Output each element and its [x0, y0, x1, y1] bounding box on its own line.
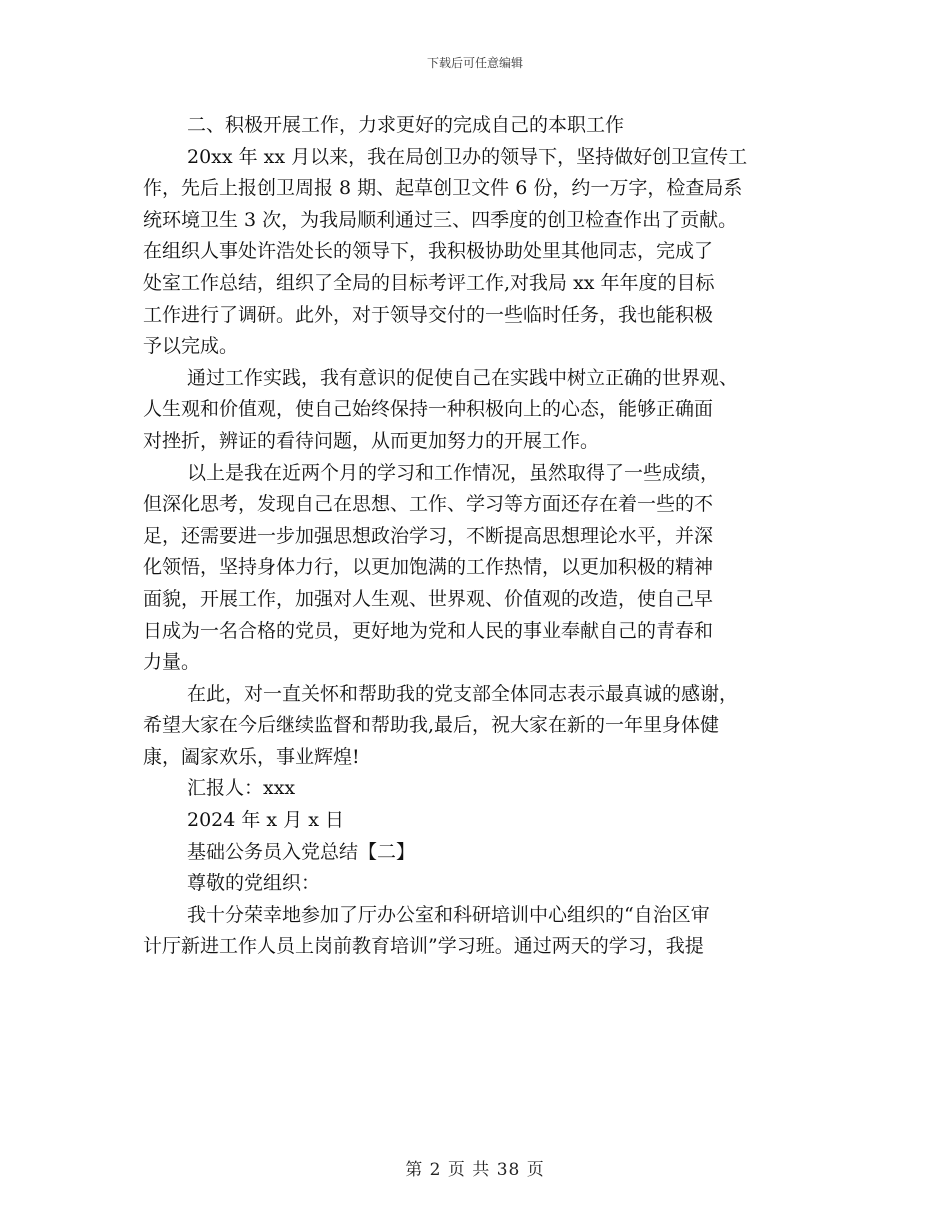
text-line: 20xx 年 xx 月以来，我在局创卫办的领导下，坚持做好创卫宣传工 [187, 145, 748, 168]
text-line: 以上是我在近两个月的学习和工作情况，虽然取得了一些成绩， [187, 461, 720, 484]
text-line: 计厅新进工作人员上岗前教育培训”学习班。通过两天的学习，我提 [143, 935, 704, 958]
text-line: 在此，对一直关怀和帮助我的党支部全体同志表示最真诚的感谢， [187, 682, 739, 705]
text-line: 对挫折，辨证的看待问题，从而更加努力的开展工作。 [143, 429, 600, 452]
text-line: 汇报人：xxx [187, 777, 296, 800]
text-line: 足，还需要进一步加强思想政治学习，不断提高思想理论水平，并深 [143, 524, 714, 547]
text-line: 尊敬的党组织： [187, 872, 321, 895]
text-line: 予以完成。 [143, 335, 239, 358]
text-line: 希望大家在今后继续监督和帮助我,最后，祝大家在新的一年里身体健 [143, 714, 720, 737]
text-line: 处室工作总结，组织了全局的目标考评工作,对我局 xx 年年度的目标 [143, 271, 715, 294]
text-line: 人生观和价值观，使自己始终保持一种积极向上的心态，能够正确面 [143, 398, 714, 421]
page-footer: 第 2 页 共 38 页 [405, 1160, 545, 1180]
text-line: 日成为一名合格的党员，更好地为党和人民的事业奉献自己的青春和 [143, 619, 714, 642]
text-line: 二、积极开展工作，力求更好的完成自己的本职工作 [187, 114, 625, 136]
text-line: 面貌，开展工作，加强对人生观、世界观、价值观的改造，使自己早 [143, 587, 714, 610]
text-line: 基础公务员入党总结【二】 [187, 840, 416, 863]
text-line: 通过工作实践，我有意识的促使自己在实践中树立正确的世界观、 [187, 366, 739, 389]
text-line: 统环境卫生 3 次，为我局顺利通过三、四季度的创卫检查作出了贡献。 [143, 208, 738, 231]
text-line: 作，先后上报创卫周报 8 期、起草创卫文件 6 份，约一万字，检查局系 [143, 177, 743, 200]
text-line: 在组织人事处许浩处长的领导下，我积极协助处里其他同志，完成了 [143, 240, 714, 263]
text-line: 但深化思考，发现自己在思想、工作、学习等方面还存在着一些的不 [143, 493, 714, 516]
text-line: 工作进行了调研。此外，对于领导交付的一些临时任务，我也能积极 [143, 303, 714, 326]
page-header: 下载后可任意编辑 [426, 56, 523, 70]
text-line: 康，阖家欢乐，事业辉煌! [143, 745, 360, 768]
text-line: 2024 年 x 月 x 日 [187, 809, 344, 832]
text-line: 我十分荣幸地参加了厅办公室和科研培训中心组织的“自治区审 [187, 903, 710, 926]
text-line: 化领悟，坚持身体力行，以更加饱满的工作热情，以更加积极的精神 [143, 556, 714, 579]
document-body [143, 110, 818, 963]
text-line: 力量。 [143, 651, 201, 674]
